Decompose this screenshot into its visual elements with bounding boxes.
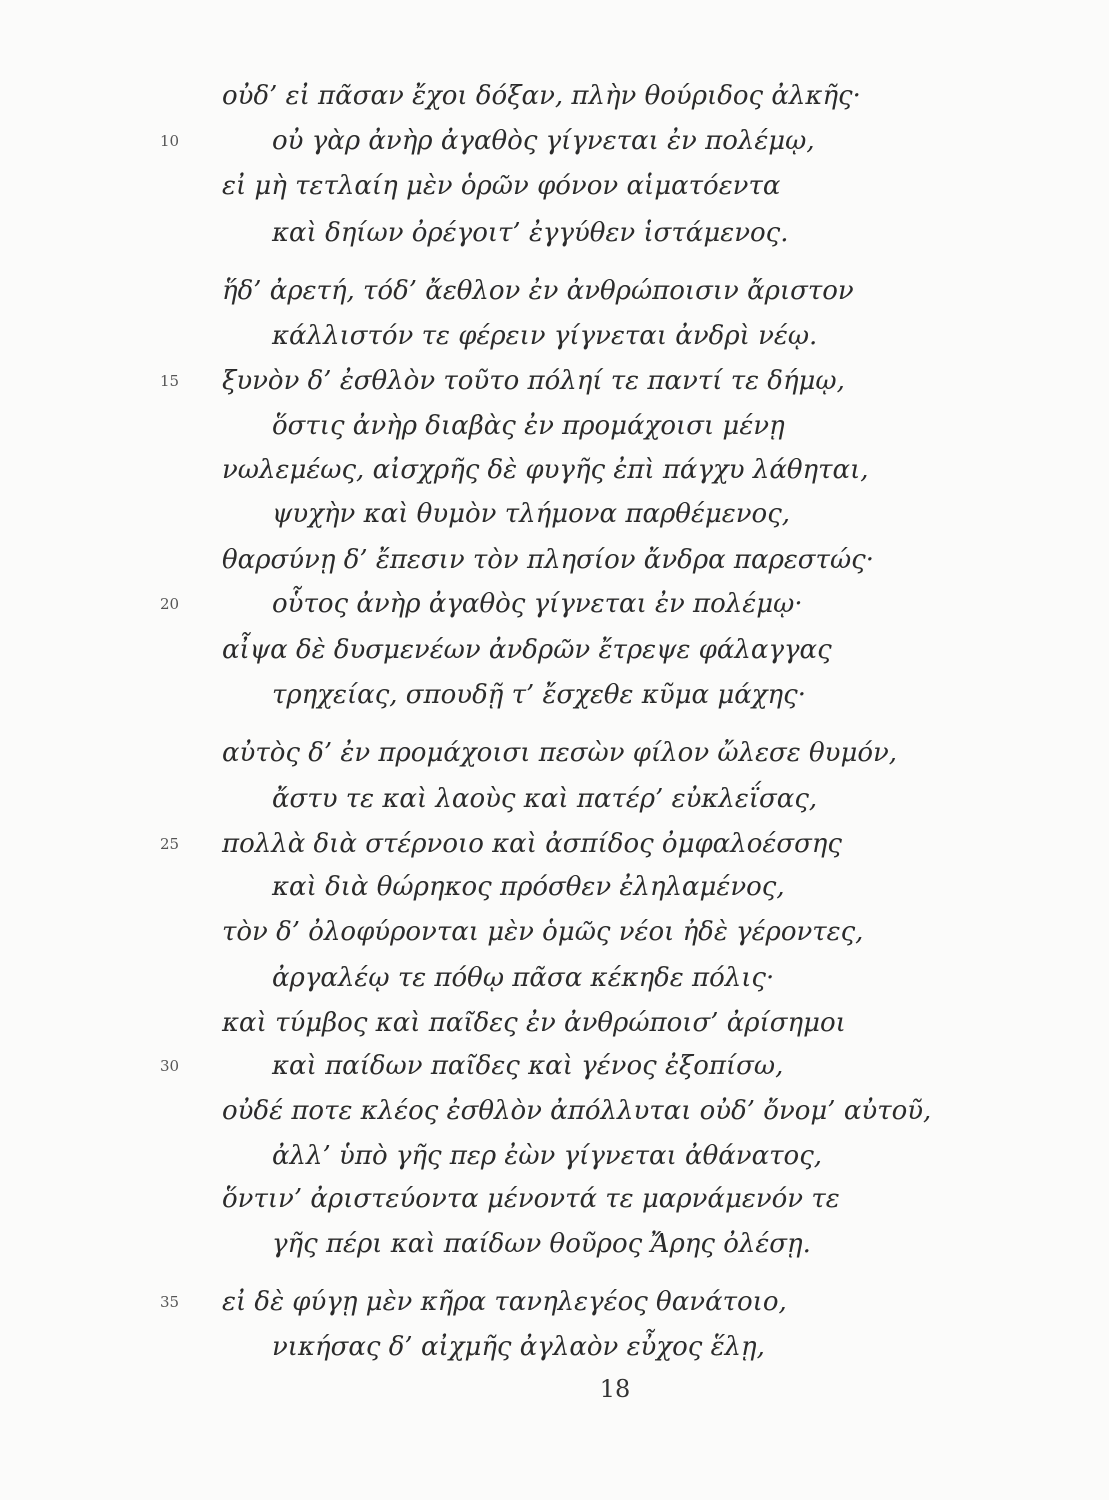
verse-line bbox=[0, 311, 1109, 361]
verse-line bbox=[0, 1174, 1109, 1224]
verse-line bbox=[0, 208, 1109, 258]
verse-line bbox=[0, 445, 1109, 495]
verse-line bbox=[0, 116, 1109, 166]
verse-text: οὐδέ ποτε κλέος ἐσθλὸν ἀπόλλυται οὐδ’ ὄνομ’ αὐτοῦ, bbox=[222, 1096, 932, 1126]
verse-text: κάλλιστόν τε φέρειν γίγνεται ἀνδρὶ νέῳ. bbox=[272, 321, 818, 351]
verse-line bbox=[0, 862, 1109, 912]
verse-line bbox=[0, 579, 1109, 629]
verse-text: τρηχείας, σπουδῇ τ’ ἔσχεθε κῦμα μάχης· bbox=[272, 680, 806, 710]
verse-line bbox=[0, 489, 1109, 539]
verse-text: ἀλλ’ ὑπὸ γῆς περ ἐὼν γίγνεται ἀθάνατος, bbox=[272, 1141, 823, 1171]
verse-line bbox=[0, 774, 1109, 824]
verse-line bbox=[0, 266, 1109, 316]
verse-line bbox=[0, 401, 1109, 451]
verse-text: τὸν δ’ ὀλοφύρονται μὲν ὁμῶς νέοι ἠδὲ γέροντες, bbox=[222, 917, 864, 947]
verse-text: ξυνὸν δ’ ἐσθλὸν τοῦτο πόληί τε παντί τε δήμῳ, bbox=[222, 366, 845, 396]
verse-text: ὅστις ἀνὴρ διαβὰς ἐν προμάχοισι μένῃ bbox=[272, 411, 785, 441]
verse-line bbox=[0, 728, 1109, 778]
verse-line bbox=[0, 1322, 1109, 1372]
verse-text: καὶ τύμβος καὶ παῖδες ἐν ἀνθρώποισ’ ἀρίσημοι bbox=[222, 1008, 846, 1038]
verse-line bbox=[0, 1041, 1109, 1091]
verse-line bbox=[0, 535, 1109, 585]
line-number: 10 bbox=[160, 132, 180, 150]
verse-text: ἀργαλέῳ τε πόθῳ πᾶσα κέκηδε πόλις· bbox=[272, 963, 775, 993]
verse-line bbox=[0, 907, 1109, 957]
verse-line bbox=[0, 670, 1109, 720]
verse-text: πολλὰ διὰ στέρνοιο καὶ ἀσπίδος ὀμφαλοέσσης bbox=[222, 829, 842, 859]
verse-line bbox=[0, 1219, 1109, 1269]
verse-text: οὐ γὰρ ἀνὴρ ἀγαθὸς γίγνεται ἐν πολέμῳ, bbox=[272, 126, 815, 156]
verse-line bbox=[0, 1086, 1109, 1136]
verse-text: εἰ μὴ τετλαίη μὲν ὁρῶν φόνον αἱματόεντα bbox=[222, 171, 781, 201]
line-number: 30 bbox=[160, 1057, 180, 1075]
verse-text: καὶ παίδων παῖδες καὶ γένος ἐξοπίσω, bbox=[272, 1051, 784, 1081]
page-number: 18 bbox=[599, 1375, 631, 1403]
verse-text: αἶψα δὲ δυσμενέων ἀνδρῶν ἔτρεψε φάλαγγας bbox=[222, 635, 832, 665]
verse-line bbox=[0, 71, 1109, 121]
verse-text: εἰ δὲ φύγῃ μὲν κῆρα τανηλεγέος θανάτοιο, bbox=[222, 1287, 787, 1317]
verse-line bbox=[0, 953, 1109, 1003]
line-number: 35 bbox=[160, 1293, 180, 1311]
verse-line bbox=[0, 161, 1109, 211]
verse-text: ἄστυ τε καὶ λαοὺς καὶ πατέρ’ εὐκλεΐσας, bbox=[272, 784, 818, 814]
verse-text: θαρσύνῃ δ’ ἔπεσιν τὸν πλησίον ἄνδρα παρεστώς· bbox=[222, 545, 874, 575]
verse-text: ψυχὴν καὶ θυμὸν τλήμονα παρθέμενος, bbox=[272, 499, 791, 529]
verse-text: αὐτὸς δ’ ἐν προμάχοισι πεσὼν φίλον ὤλεσε θυμόν, bbox=[222, 738, 898, 768]
line-number: 20 bbox=[160, 595, 180, 613]
verse-text: καὶ δηίων ὀρέγοιτ’ ἐγγύθεν ἱστάμενος. bbox=[272, 218, 789, 248]
verse-text: οὐδ’ εἰ πᾶσαν ἔχοι δόξαν, πλὴν θούριδος ἀλκῆς· bbox=[222, 81, 861, 111]
verse-text: ὅντιν’ ἀριστεύοντα μένοντά τε μαρνάμενόν τε bbox=[222, 1184, 840, 1214]
verse-line bbox=[0, 625, 1109, 675]
verse-text: οὗτος ἀνὴρ ἀγαθὸς γίγνεται ἐν πολέμῳ· bbox=[272, 589, 803, 619]
line-number: 15 bbox=[160, 372, 180, 390]
verse-text: νικήσας δ’ αἰχμῆς ἀγλαὸν εὖχος ἕλῃ, bbox=[272, 1332, 765, 1362]
line-number: 25 bbox=[160, 835, 180, 853]
verse-line bbox=[0, 1277, 1109, 1327]
verse-text: ἥδ’ ἀρετή, τόδ’ ἄεθλον ἐν ἀνθρώποισιν ἄριστον bbox=[222, 276, 854, 306]
verse-line bbox=[0, 356, 1109, 406]
verse-text: καὶ διὰ θώρηκος πρόσθεν ἐληλαμένος, bbox=[272, 872, 785, 902]
verse-text: γῆς πέρι καὶ παίδων θοῦρος Ἄρης ὀλέσῃ. bbox=[272, 1229, 811, 1259]
verse-text: νωλεμέως, αἰσχρῆς δὲ φυγῆς ἐπὶ πάγχυ λάθηται, bbox=[222, 455, 869, 485]
